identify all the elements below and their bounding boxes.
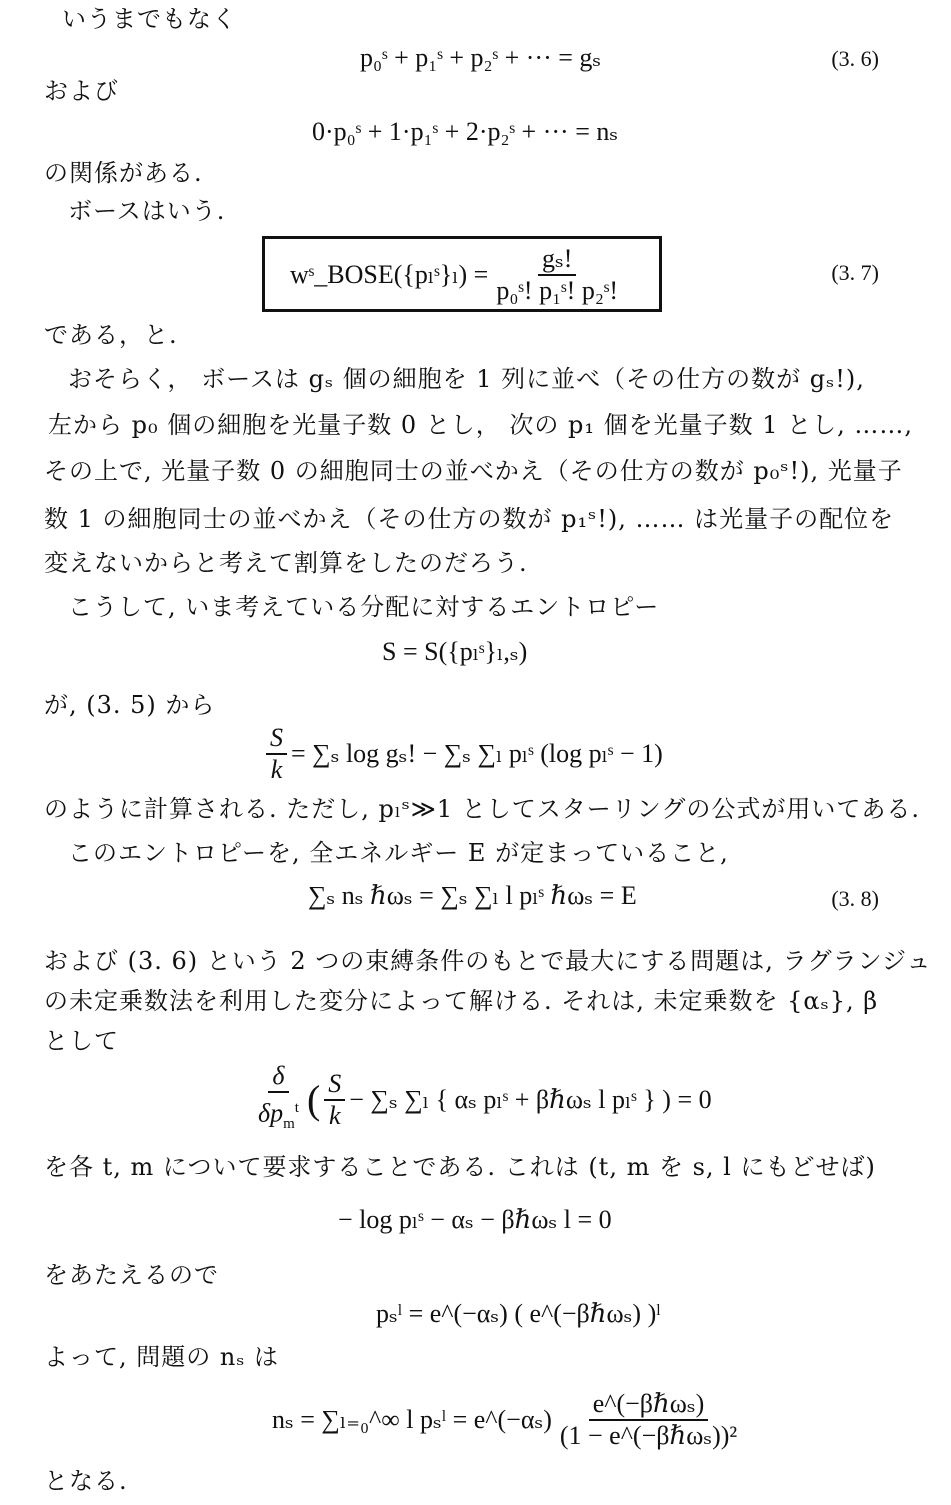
equation-number: (3. 6) [831, 46, 879, 71]
text-line: および (3. 6) という 2 つの束縛条件のもとで最大にする問題は, ラグランジュ [44, 947, 932, 975]
fraction [492, 244, 622, 306]
equation-n-lhs: nₛ = ∑ₗ₌₀^∞ l pₛˡ = e^(−αₛ) [272, 1405, 552, 1434]
equation-3-6: p₀ˢ + p₁ˢ + p₂ˢ + ··· = gₛ [360, 43, 602, 72]
text-line: このエントロピーを, 全エネルギー E が定まっていること, [68, 839, 729, 867]
text-line: および [44, 77, 119, 105]
text-line: よって, 問題の nₛ は [44, 1343, 280, 1371]
text-line: いうまでもなく [62, 5, 237, 33]
equation-3-7-lhs: wˢ_BOSE({pₗˢ}ₗ) = [290, 260, 489, 289]
text-line: を各 t, m について要求することである. これは (t, m を s, l にもどせば) [44, 1153, 876, 1181]
fraction-denominator: k [270, 755, 283, 784]
fraction-numerator: S [266, 723, 287, 755]
text-line: 左から p₀ 個の細胞を光量子数 0 とし， 次の p₁ 個を光量子数 1 とし, ……, [48, 411, 914, 439]
equation-occupancy-sum: 0·p₀ˢ + 1·p₁ˢ + 2·p₂ˢ + ··· = nₛ [312, 117, 619, 146]
fraction-numerator: e^(−βℏωₛ) [589, 1389, 709, 1421]
fraction-denominator: $\delta p_m^t$ [258, 1098, 299, 1132]
fraction [556, 1389, 741, 1451]
equation-variation [250, 1061, 712, 1132]
text-line: である，と. [44, 321, 178, 349]
equation-number: (3. 7) [831, 260, 879, 285]
equation-entropy [262, 722, 663, 786]
text-line: おそらく， ボースは gₛ 個の細胞を 1 列に並べ（その仕方の数が gₛ!), [68, 365, 865, 393]
text-line: となる. [44, 1467, 128, 1495]
text-line: 数 1 の細胞同士の並べかえ（その仕方の数が p₁ˢ!), …… は光量子の配位を [44, 505, 895, 533]
text-line: 変えないからと考えて割算をしたのだろう. [44, 549, 528, 577]
equation-3-8: ∑ₛ nₛ ℏωₛ = ∑ₛ ∑ₗ l pₗˢ ℏωₛ = E [308, 881, 637, 910]
fraction [266, 723, 287, 785]
fraction-denominator: (1 − e^(−βℏωₛ))² [559, 1421, 738, 1450]
equation-p: pₛˡ = e^(−αₛ) ( e^(−βℏωₛ) )ˡ [376, 1299, 661, 1328]
fraction [324, 1069, 345, 1131]
open-paren: ( [306, 1077, 321, 1122]
text-line: の関係がある. [44, 159, 203, 187]
text-line: その上で, 光量子数 0 の細胞同士の並べかえ（その仕方の数が p₀ˢ!), 光量子 [44, 457, 903, 485]
fraction-numerator: gₛ! [538, 244, 576, 276]
fraction-denominator: p₀ˢ! p₁ˢ! p₂ˢ! [496, 276, 619, 305]
equation-entropy-def: S = S({pₗˢ}ₗ,ₛ) [382, 637, 528, 666]
text-line: の未定乗数法を利用した変分によって解ける. それは, 未定乗数を {αₛ}, β [44, 987, 879, 1015]
fraction [254, 1061, 303, 1139]
equation-variation-rhs: − ∑ₛ ∑ₗ { αₛ pₗˢ + βℏωₛ l pₗˢ } ) = 0 [349, 1085, 712, 1114]
equation-number: (3. 8) [831, 886, 879, 911]
equation-n [272, 1384, 745, 1456]
text-line: が, (3. 5) から [44, 691, 216, 719]
fraction-numerator: δ [268, 1061, 288, 1093]
equation-3-7 [290, 243, 626, 307]
equation-log: − log pₗˢ − αₛ − βℏωₛ l = 0 [338, 1205, 612, 1234]
equation-entropy-rhs: = ∑ₛ log gₛ! − ∑ₛ ∑ₗ pₗˢ (log pₗˢ − 1) [291, 739, 663, 768]
text-line: こうして, いま考えている分配に対するエントロピー [68, 593, 660, 621]
text-line: として [44, 1027, 119, 1055]
fraction-numerator: S [324, 1069, 345, 1101]
text-line: のように計算される. ただし, pₗˢ≫1 としてスターリングの公式が用いてある. [44, 795, 920, 823]
text-line: をあたえるので [44, 1261, 219, 1289]
text-line: ボースはいう. [68, 197, 226, 225]
fraction-denominator: k [328, 1101, 341, 1130]
